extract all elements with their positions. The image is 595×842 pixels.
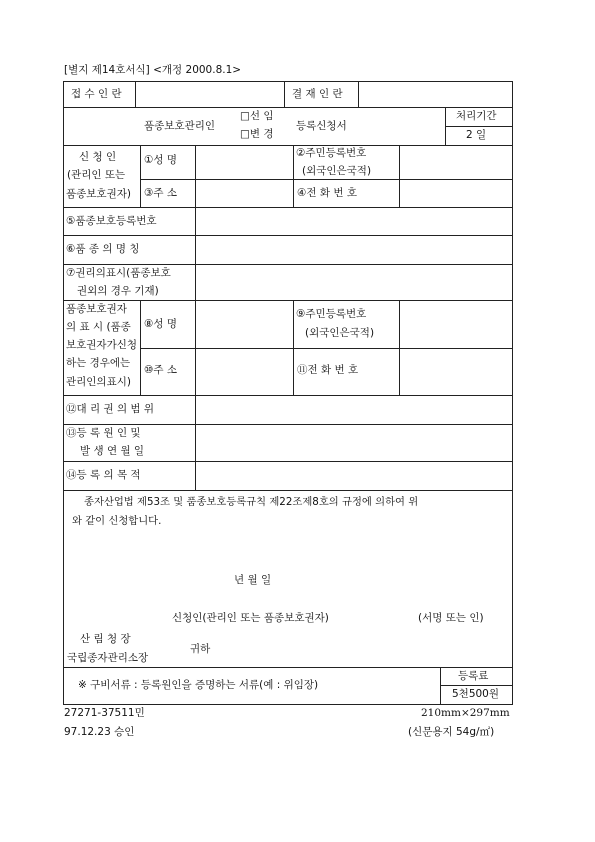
right-holder-field[interactable] xyxy=(196,265,511,299)
owner-rrn-label-1: ⑨주민등록번호 xyxy=(296,308,367,320)
owner-address-field[interactable] xyxy=(196,349,292,394)
title-prefix: 품종보호관리인 xyxy=(144,120,216,132)
applicant-rrn-label-1: ②주민등록번호 xyxy=(296,147,367,159)
cause-field[interactable] xyxy=(196,425,511,460)
signer-label: 신청인(관리인 또는 품종보호권자) xyxy=(172,612,329,624)
approval-stamp-label: 결 재 인 란 xyxy=(292,88,343,100)
applicant-phone-label: ④전 화 번 호 xyxy=(297,187,357,199)
honorific: 귀하 xyxy=(190,643,211,655)
processing-period-label: 처리기간 xyxy=(456,110,497,122)
owner-rrn-field[interactable] xyxy=(400,301,511,347)
applicant-address-field[interactable] xyxy=(196,180,292,206)
owner-label-1: 품종보호권자 xyxy=(66,303,127,315)
fee-value: 5천500원 xyxy=(452,688,500,700)
recipient-1: 산 림 청 장 xyxy=(80,633,131,645)
registration-number-label: ⑤품종보호등록번호 xyxy=(66,215,157,227)
owner-phone-field[interactable] xyxy=(400,349,511,394)
right-holder-label-2: 권외의 경우 기재) xyxy=(77,285,159,297)
cause-label-1: ⑬등 록 원 인 및 xyxy=(66,427,141,439)
right-holder-label-1: ⑦권리의표시(품종보호 xyxy=(66,267,171,279)
applicant-name-label: ①성 명 xyxy=(144,154,178,166)
applicant-name-field[interactable] xyxy=(196,146,292,178)
paper-size: 210mm×297mm xyxy=(421,707,510,719)
applicant-label-2: (관리인 또는 xyxy=(67,169,126,181)
applicant-label-3: 품종보호권자) xyxy=(66,188,131,200)
receipt-stamp-label: 접 수 인 란 xyxy=(71,88,122,100)
variety-name-label: ⑥품 종 의 명 칭 xyxy=(66,243,140,255)
registration-number-field[interactable] xyxy=(196,208,511,234)
owner-address-label: ⑩주 소 xyxy=(144,364,178,376)
change-checkbox[interactable]: □변 경 xyxy=(240,128,274,140)
purpose-label: ⑭등 록 의 목 적 xyxy=(66,469,141,481)
owner-rrn-label-2: (외국인은국적) xyxy=(305,327,375,339)
statement-line-1: 종자산업법 제53조 및 품종보호등록규칙 제22조제8호의 규정에 의하여 위 xyxy=(84,496,419,508)
approval-date: 97.12.23 승인 xyxy=(64,726,135,738)
form-code: 27271-37511민 xyxy=(64,707,145,719)
applicant-phone-field[interactable] xyxy=(400,180,511,206)
purpose-field[interactable] xyxy=(196,462,511,489)
agency-scope-label: ⑫대 리 권 의 범 위 xyxy=(66,403,155,415)
owner-label-5: 관리인의표시) xyxy=(66,376,131,388)
paper-type: (신문용지 54g/㎡) xyxy=(408,726,495,738)
applicant-rrn-label-2: (외국인은국적) xyxy=(302,165,372,177)
statement-line-2: 와 같이 신청합니다. xyxy=(72,515,162,527)
variety-name-field[interactable] xyxy=(196,236,511,263)
applicant-address-label: ③주 소 xyxy=(144,187,178,199)
sign-note: (서명 또는 인) xyxy=(418,612,484,624)
agency-scope-field[interactable] xyxy=(196,396,511,423)
required-documents: ※ 구비서류 : 등록원인을 증명하는 서류(예 : 위임장) xyxy=(78,679,319,691)
receipt-stamp-field[interactable] xyxy=(136,82,283,106)
owner-name-label: ⑧성 명 xyxy=(144,318,178,330)
applicant-label-1: 신 청 인 xyxy=(79,151,117,163)
approval-stamp-field[interactable] xyxy=(359,82,511,106)
form-header: [별지 제14호서식] <개정 2000.8.1> xyxy=(64,64,242,76)
owner-label-4: 하는 경우에는 xyxy=(66,357,131,369)
cause-label-2: 발 생 연 월 일 xyxy=(80,445,145,457)
owner-label-3: 보호권자가신청 xyxy=(66,339,138,351)
appoint-checkbox[interactable]: □선 임 xyxy=(240,110,274,122)
processing-period-value: 2 일 xyxy=(466,129,487,141)
fee-label: 등록료 xyxy=(458,670,489,682)
applicant-rrn-field[interactable] xyxy=(400,146,511,178)
owner-label-2: 의 표 시 (품종 xyxy=(66,321,131,333)
statement-date: 년 월 일 xyxy=(234,574,272,586)
owner-phone-label: ⑪전 화 번 호 xyxy=(297,364,359,376)
title-suffix: 등록신청서 xyxy=(296,120,347,132)
recipient-2: 국립종자관리소장 xyxy=(67,652,149,664)
owner-name-field[interactable] xyxy=(196,301,292,347)
